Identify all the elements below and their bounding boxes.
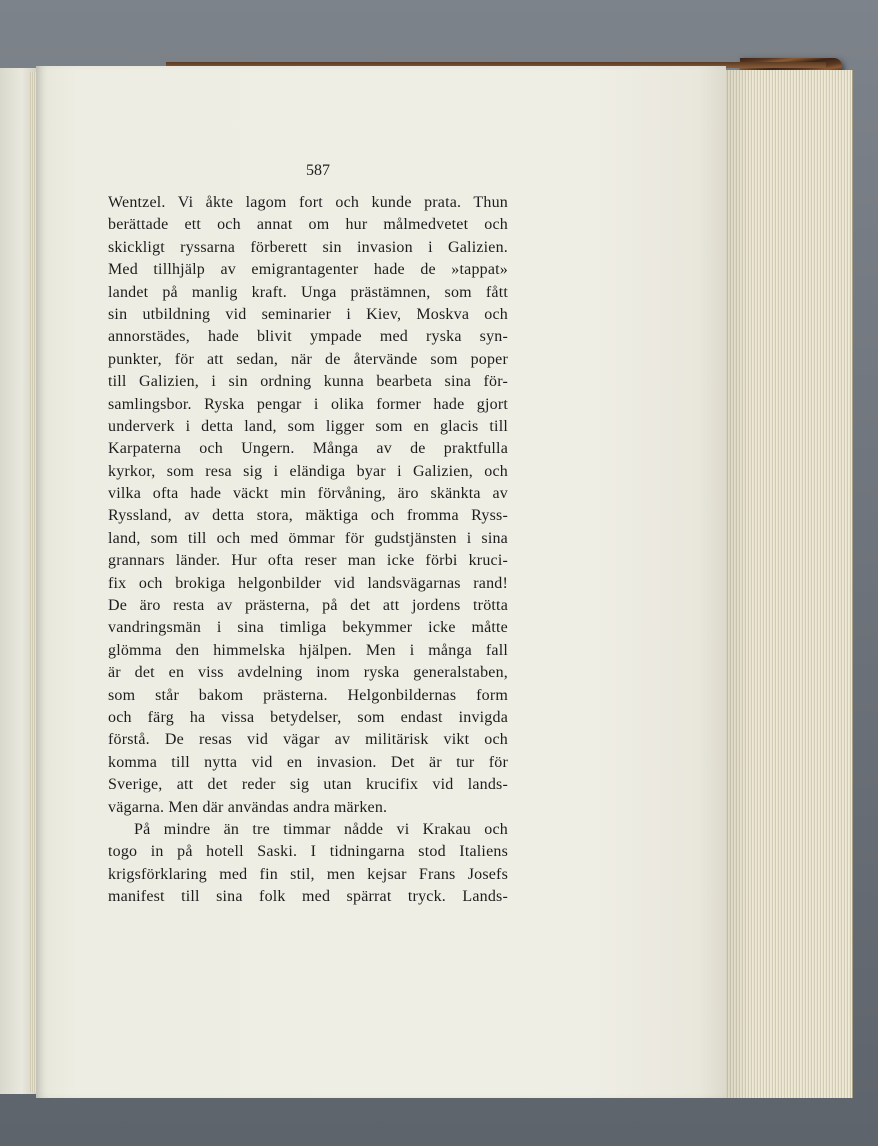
text-line: På mindre än tre timmar nådde vi Krakau och <box>134 820 508 838</box>
text-line: Med tillhjälp av emigrantagenter hade de »tappat» <box>108 261 508 279</box>
text-line: glömma den himmelska hjälpen. Men i många fall <box>108 641 508 659</box>
text-line: Wentzel. Vi åkte lagom fort och kunde prata. Thun <box>108 194 508 211</box>
text-line: underverk i detta land, som ligger som en glacis till <box>108 417 508 435</box>
text-line: som står bakom prästerna. Helgonbildernas form <box>108 686 508 704</box>
text-line: vandringsmän i sina timliga bekymmer icke måtte <box>108 619 508 637</box>
page-edges <box>726 70 853 1098</box>
text-line: och färg ha vissa betydelser, som endast invigda <box>108 708 508 726</box>
text-line: vilka ofta hade väckt min förvåning, äro skänkta av <box>108 485 508 503</box>
page-text <box>108 192 508 909</box>
text-line: punkter, för att sedan, när de återvände som poper <box>108 350 508 368</box>
text-line: annorstädes, hade blivit ympade med ryska syn- <box>108 328 508 346</box>
text-line: togo in på hotell Saski. I tidningarna stod Italiens <box>108 843 508 861</box>
text-line: Karpaterna och Ungern. Många av de praktfulla <box>108 440 508 458</box>
page-number: 587 <box>306 162 330 179</box>
text-line: krigsförklaring med fin stil, men kejsar Frans Josefs <box>108 865 508 883</box>
text-line: Sverige, att det reder sig utan krucifix vid lands- <box>108 776 508 794</box>
text-line: kyrkor, som resa sig i eländiga byar i Galizien, och <box>108 462 508 480</box>
text-line: fix och brokiga helgonbilder vid landsvägarnas rand! <box>108 574 508 592</box>
text-line: förstå. De resas vid vägar av militärisk vikt och <box>108 731 508 749</box>
book-page-block <box>36 62 816 1098</box>
text-line: De äro resta av prästerna, på det att jordens trötta <box>108 597 508 615</box>
book-page <box>36 66 726 1098</box>
text-line: till Galizien, i sin ordning kunna bearbeta sina för- <box>108 373 508 391</box>
text-line: grannars länder. Hur ofta reser man icke förbi kruci- <box>108 552 508 570</box>
text-line: sin utbildning vid seminarier i Kiev, Moskva och <box>108 305 508 323</box>
text-line: manifest till sina folk med spärrat tryck. Lands- <box>108 888 508 906</box>
text-line: Ryssland, av detta stora, mäktiga och fromma Ryss- <box>108 507 508 525</box>
text-line: vägarna. Men där användas andra märken. <box>108 798 388 816</box>
text-line: land, som till och med ömmar för gudstjänsten i sina <box>108 529 508 547</box>
text-line: landet på manlig kraft. Unga prästämnen, som fått <box>108 283 508 301</box>
text-line: är det en viss avdelning inom ryska generalstaben, <box>108 664 508 682</box>
text-line: komma till nytta vid en invasion. Det är tur för <box>108 753 508 771</box>
text-line: skickligt ryssarna förberett sin invasion i Galizien. <box>108 238 508 256</box>
text-line: berättade ett och annat om hur målmedvetet och <box>108 216 508 234</box>
text-line: samlingsbor. Ryska pengar i olika former hade gjort <box>108 395 508 413</box>
